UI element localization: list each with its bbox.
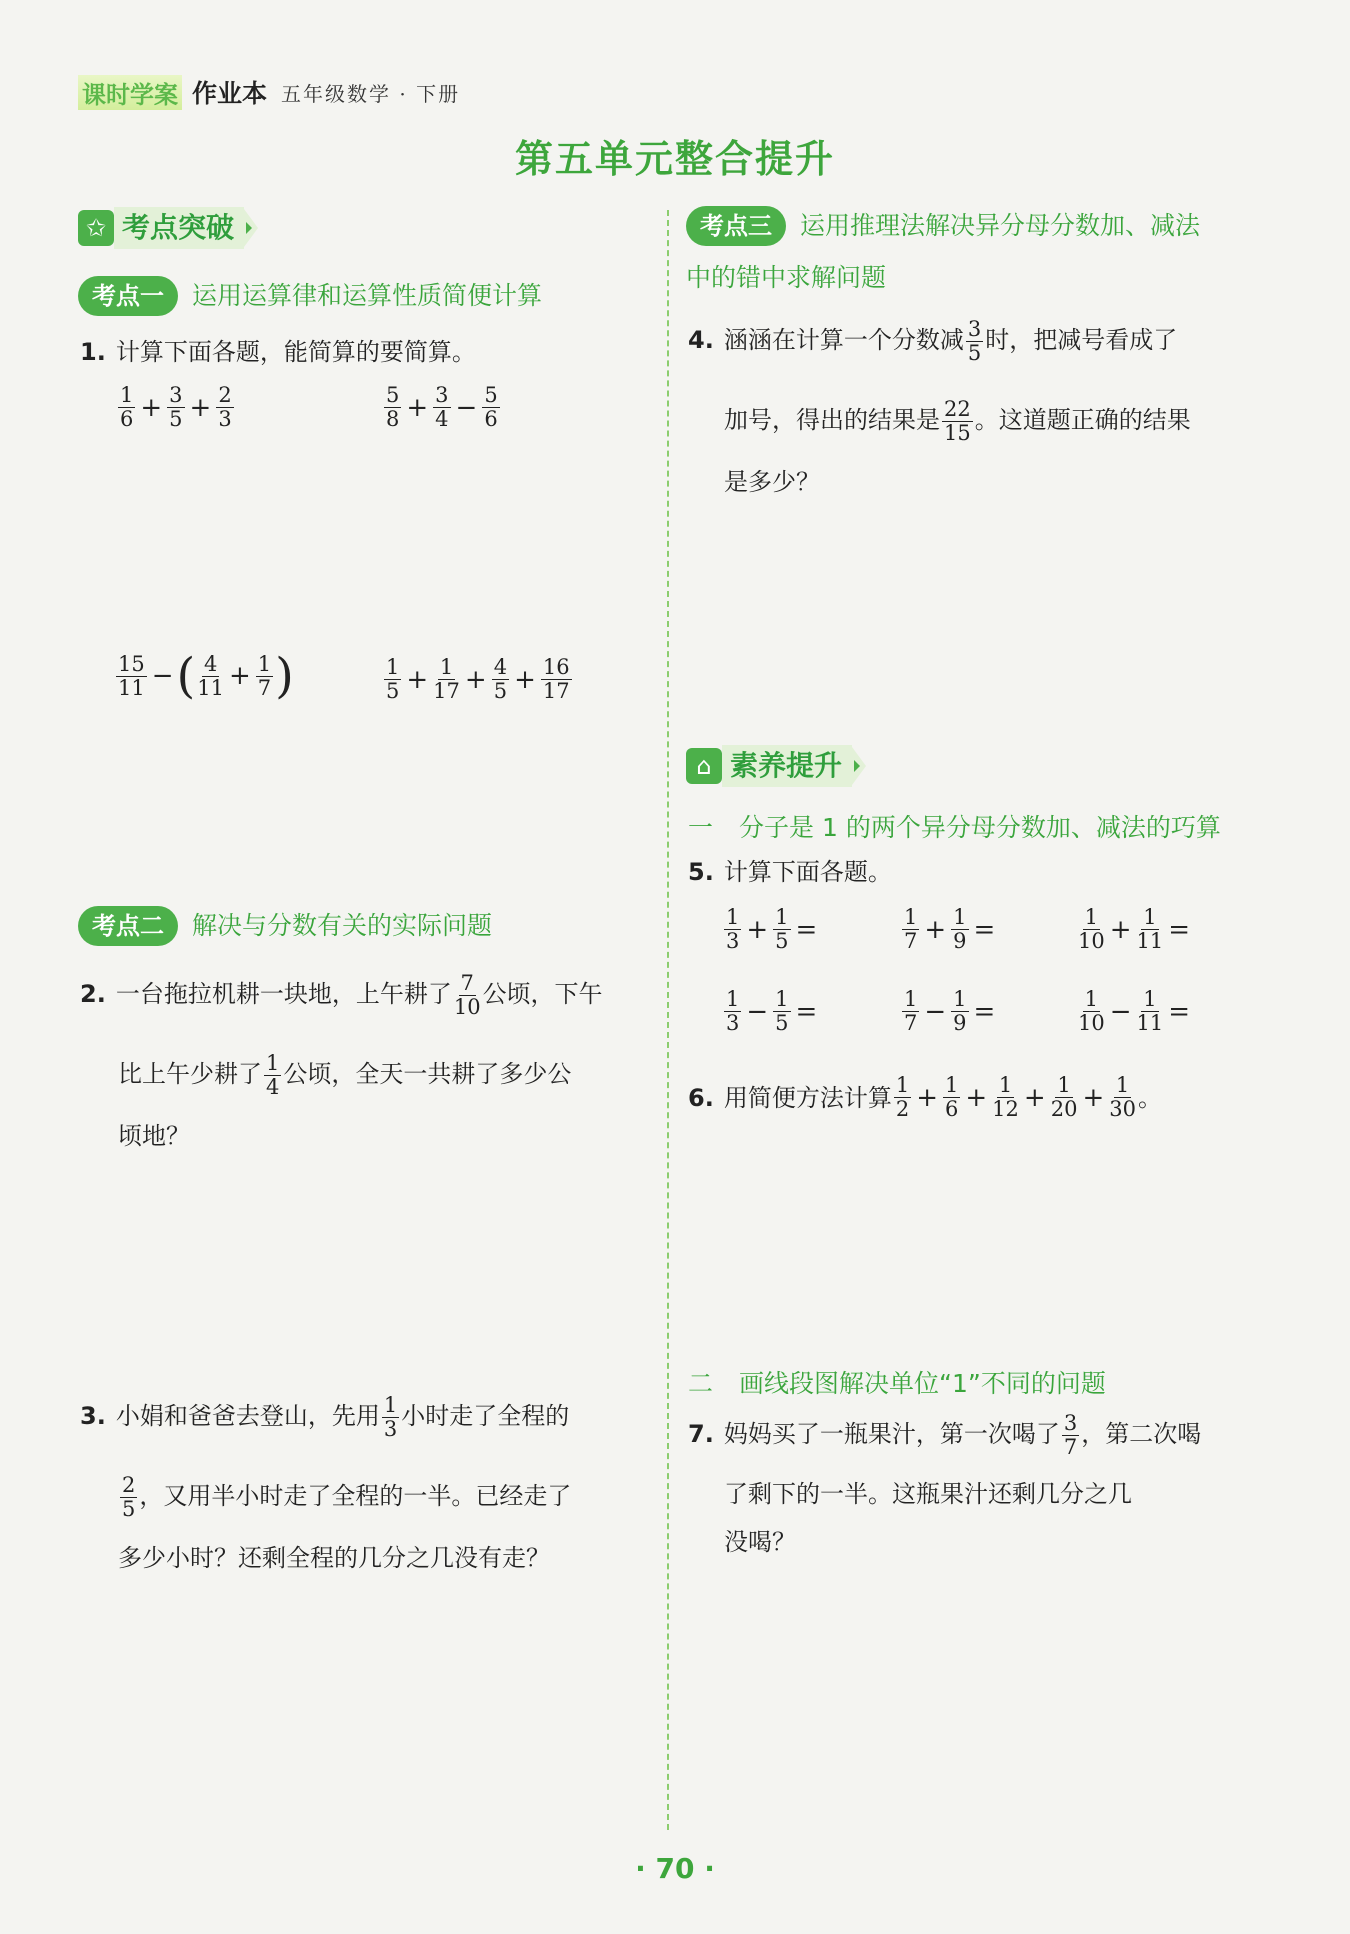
sub-heading-1: 一 分子是 1 的两个异分母分数加、减法的巧算 [688,813,1221,842]
banner-arrow-icon [244,209,258,247]
question-5: 5. 计算下面各题。 [688,858,892,886]
fraction: $\frac{1}{3}$ [383,1393,398,1441]
book-info: 五年级数学 · 下册 [281,81,461,106]
question-3: 3. 小娟和爸爸去登山，先用 $\frac{1}{3}$ 小时走了全程的 $\frac{2}{5}$ ，又用半小时走了全程的一半。已经走了 多少小时？还剩全程的几分之几没有走？ [80,1393,572,1572]
up-arrow-house-icon: ⌂ [686,748,722,784]
fraction: $\frac{16}{17}$ [542,655,570,703]
fraction: $\frac{1}{5}$ [386,655,400,703]
key-point-title: 解决与分数有关的实际问题 [192,911,493,940]
banner-arrow-icon [852,747,866,785]
key-point-title: 运用推理法解决异分母分数加、减法 [800,211,1201,240]
question-number: 1. [80,338,106,366]
expression-5a: $\frac{1}{3}$ + $\frac{1}{5}$ = [726,905,818,953]
question-number: 7. [688,1420,714,1448]
fraction: $\frac{5}{8}$ [386,383,400,431]
fraction: $\frac{1}{17}$ [433,655,460,703]
header [78,74,460,110]
brand-series: 课时学案 [78,75,182,110]
key-point-badge: 考点一 [78,276,178,316]
question-number: 2. [80,980,106,1008]
brand-title: 作业本 [192,79,268,108]
expression-5b: $\frac{1}{7}$ + $\frac{1}{9}$ = [904,905,996,953]
fraction: $\frac{3}{4}$ [435,383,449,431]
sub-heading-2: 二 画线段图解决单位“1”不同的问题 [688,1369,1106,1398]
fraction: $\frac{2}{3}$ [218,383,232,431]
expression-1c: $\frac{15}{11}$ − ( $\frac{4}{11}$ + $\frac{1}{7}$ ) [118,648,294,704]
fraction: $\frac{22}{15}$ [944,397,971,445]
star-badge-icon: ✩ [78,210,114,246]
key-point-1 [78,276,542,316]
question-1 [80,332,476,372]
question-4: 4. 涵涵在计算一个分数减 $\frac{3}{5}$ 时，把减号看成了 加号，得出的结果是 $\frac{22}{15}$ 。这道题正确的结果 是多少？ [688,317,1191,496]
expression-1a: $\frac{1}{6}$ + $\frac{3}{5}$ + $\frac{2}{3}$ [120,383,232,431]
key-point-badge: 考点三 [686,206,786,246]
question-number: 5. [688,858,714,886]
fraction: $\frac{2}{5}$ [122,1473,136,1521]
fraction: $\frac{1}{4}$ [266,1051,280,1099]
key-point-2 [78,906,492,946]
fraction: $\frac{4}{5}$ [493,655,508,703]
fraction: $\frac{5}{6}$ [484,383,498,431]
column-divider [667,210,669,1830]
page-number: · 70 · [635,1852,715,1885]
question-number: 3. [80,1402,106,1430]
section-banner-label: 考点突破 [114,207,244,249]
fraction: $\frac{1}{6}$ [120,383,134,431]
fraction: $\frac{3}{5}$ [967,317,982,365]
question-6: 6. 用简便方法计算 $\frac{1}{2}$ + $\frac{1}{6}$ + $\frac{1}{12}$ + $\frac{1}{20}$ + $\frac{1}{30}$ 。 [688,1073,1162,1121]
expression-5d: $\frac{1}{3}$ − $\frac{1}{5}$ = [726,987,818,1035]
key-point-3 [686,206,1286,298]
question-number: 4. [688,326,714,354]
fraction: $\frac{7}{10}$ [453,971,481,1019]
fraction: $\frac{1}{7}$ [257,651,272,700]
expression-5e: $\frac{1}{7}$ − $\frac{1}{9}$ = [904,987,996,1035]
question-2: 2. 一台拖拉机耕一块地，上午耕了 $\frac{7}{10}$ 公顷，下午 比上午少耕了 $\frac{1}{4}$ 公顷，全天一共耕了多少公 顷地？ [80,971,603,1150]
fraction: $\frac{4}{11}$ [197,651,224,700]
expression-1b: $\frac{5}{8}$ + $\frac{3}{4}$ − $\frac{5}{6}$ [386,383,498,431]
key-point-badge: 考点二 [78,906,178,946]
question-number: 6. [688,1083,714,1112]
expression-5c: $\frac{1}{10}$ + $\frac{1}{11}$ = [1078,905,1191,953]
key-point-title-cont: 中的错中求解问题 [686,263,887,292]
question-text: 计算下面各题，能简算的要简算。 [115,338,476,366]
question-7: 7. 妈妈买了一瓶果汁，第一次喝了 $\frac{3}{7}$ ，第二次喝 了剩下的一半。这瓶果汁还剩几分之几 没喝？ [688,1411,1202,1556]
expression-5f: $\frac{1}{10}$ − $\frac{1}{11}$ = [1078,987,1191,1035]
section-banner-label: 素养提升 [722,745,852,787]
fraction: $\frac{3}{5}$ [169,383,183,431]
section-banner-breakthrough [78,206,258,250]
page-title: 第五单元整合提升 [514,137,835,181]
expression-1d: $\frac{1}{5}$ + $\frac{1}{17}$ + $\frac{4}{5}$ + $\frac{16}{17}$ [386,655,570,703]
fraction: $\frac{3}{7}$ [1063,1411,1078,1459]
key-point-title: 运用运算律和运算性质简便计算 [192,281,543,310]
section-banner-literacy [686,744,866,788]
fraction: $\frac{15}{11}$ [118,651,145,700]
